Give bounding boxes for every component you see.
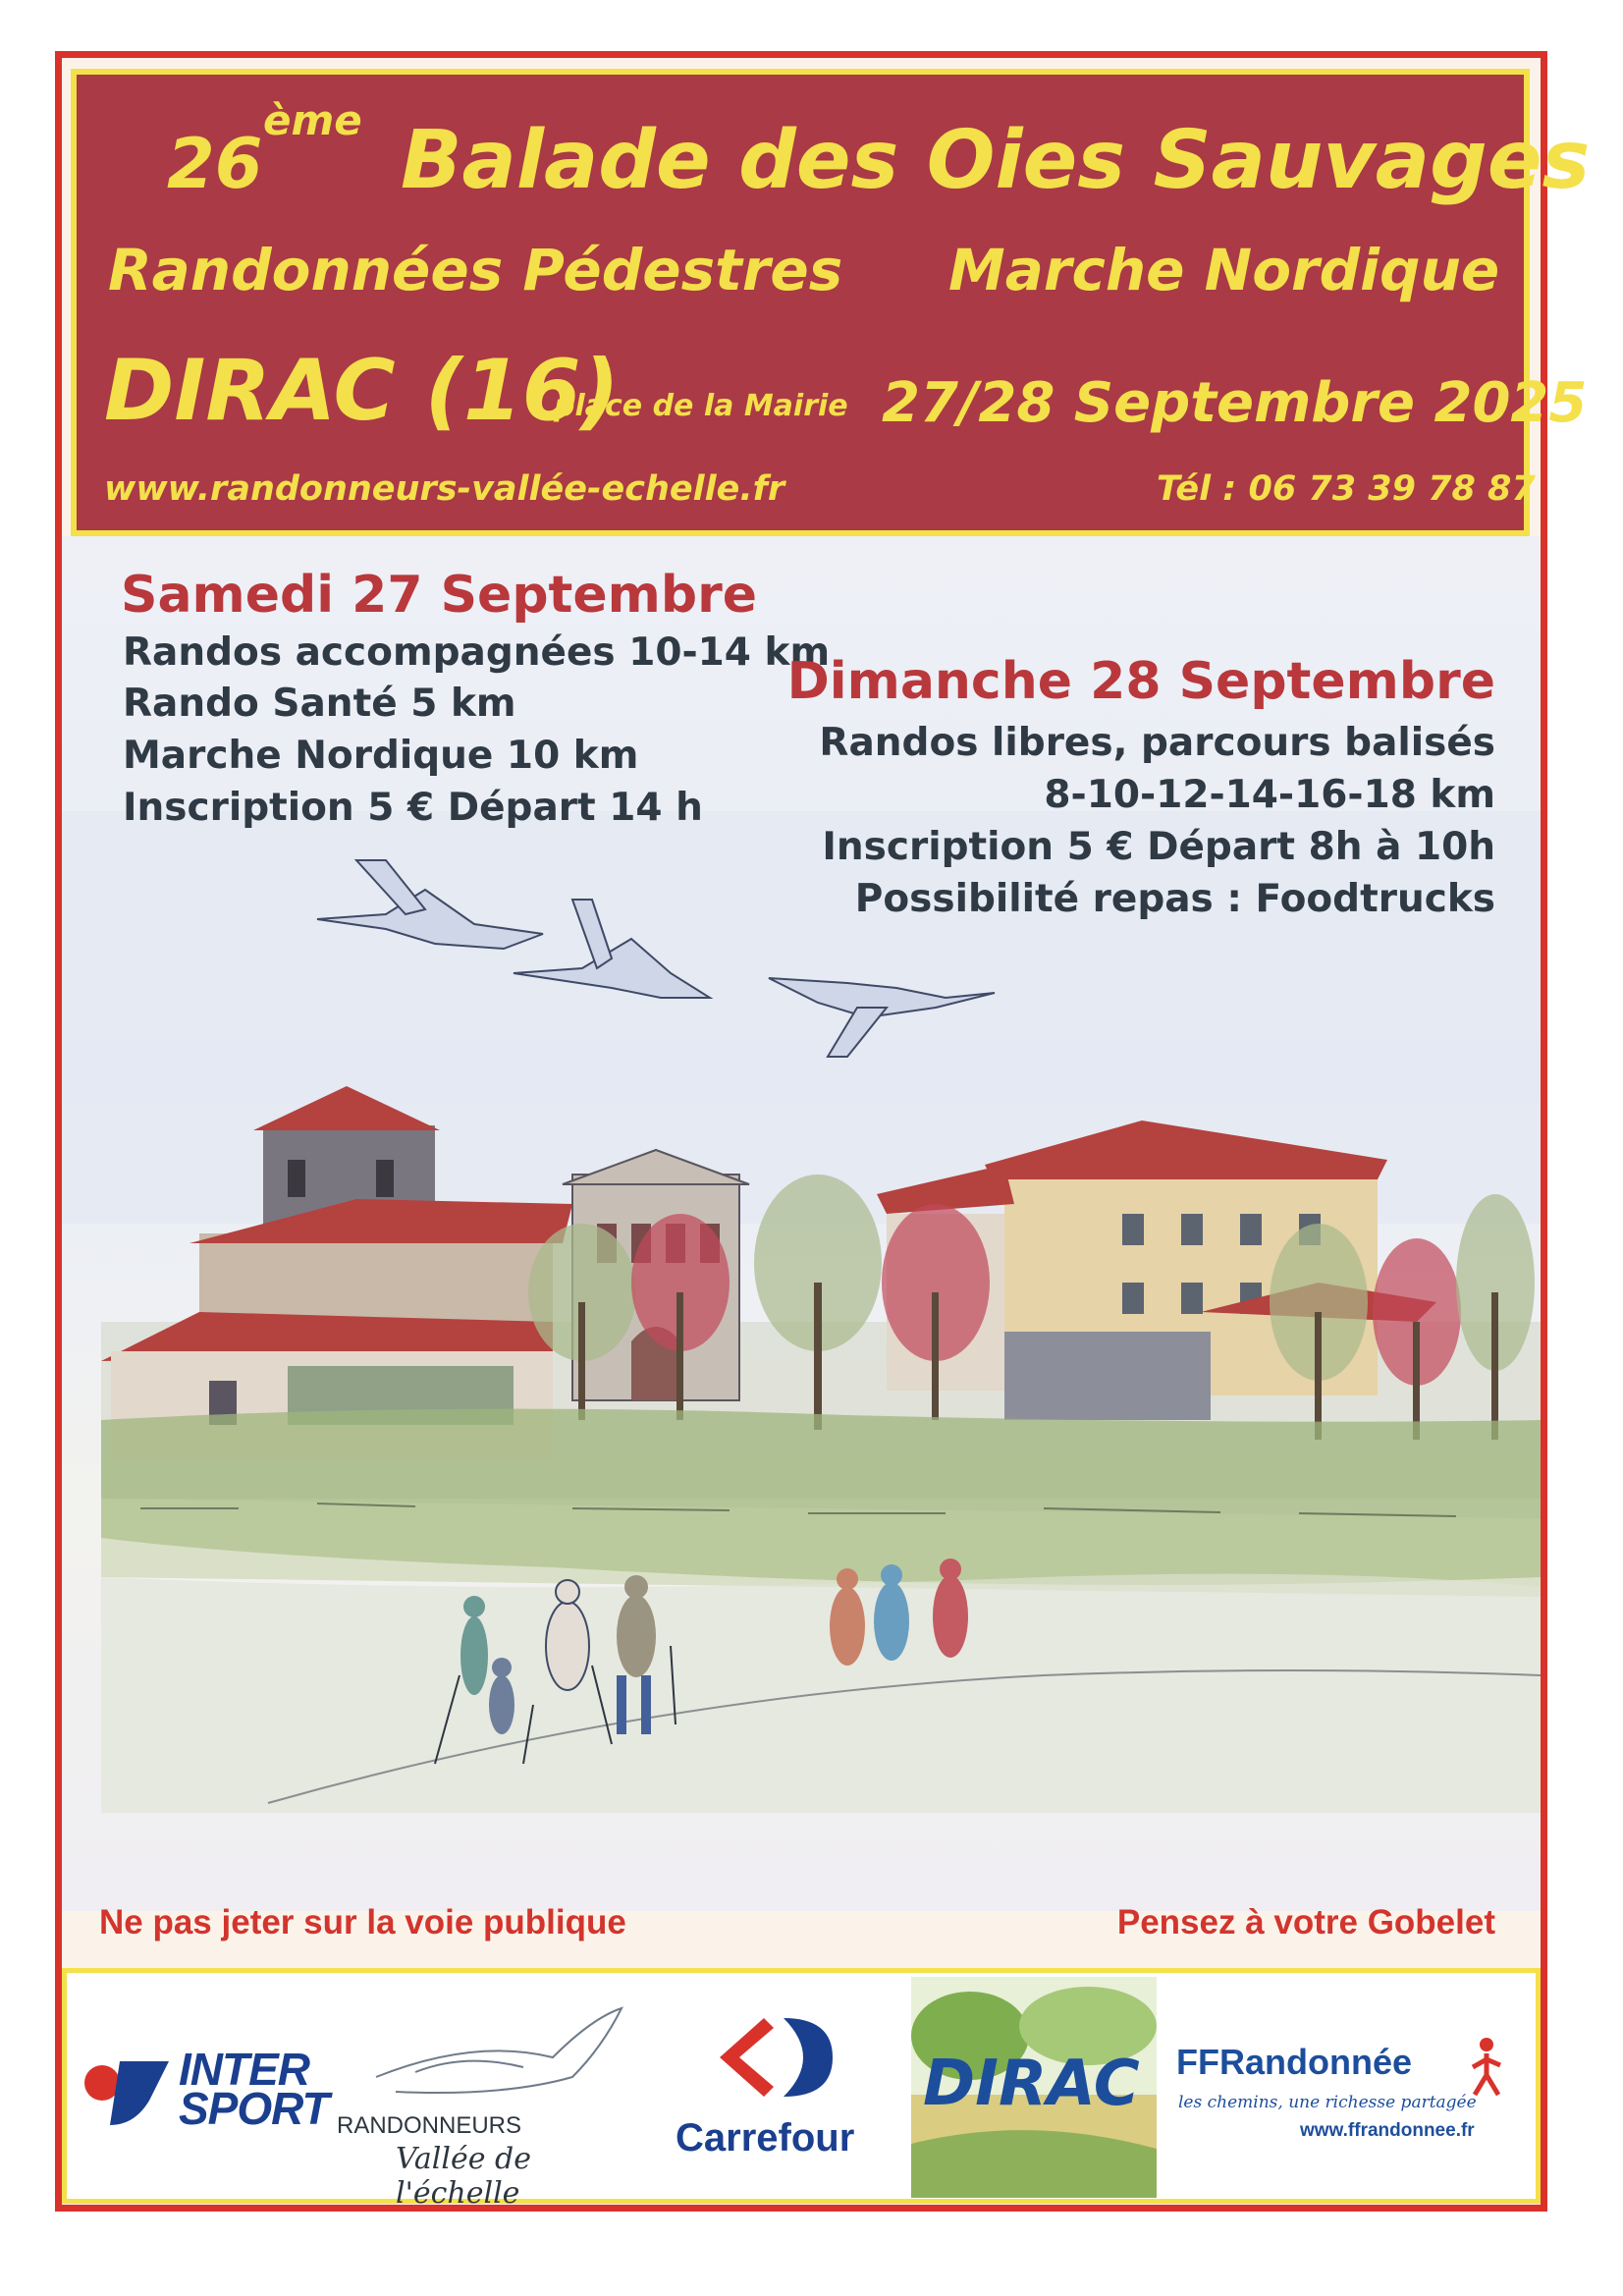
saturday-line: Randos accompagnées 10-14 km — [123, 630, 831, 675]
event-dates: 27/28 Septembre 2025 — [882, 371, 1588, 435]
bird-sketch-icon — [356, 1998, 631, 2106]
website-link[interactable]: www.randonneurs-vallée-echelle.fr — [104, 469, 785, 509]
carrefour-logo — [676, 2008, 872, 2185]
subtitle-hiking: Randonnées Pédestres — [108, 237, 843, 303]
intersport-swoosh-icon — [81, 2042, 169, 2130]
edition-suffix: ème — [263, 96, 362, 144]
event-place-detail: place de la Mairie — [554, 389, 848, 423]
litter-warning: Ne pas jeter sur la voie publique — [99, 1903, 626, 1941]
randonneurs-script: Vallée de l'échelle — [396, 2142, 531, 2211]
header-banner — [71, 69, 1591, 536]
randonneurs-name: RANDONNEURS — [337, 2112, 522, 2139]
ffrandonnee-logo — [1176, 2042, 1530, 2169]
sunday-line: Possibilité repas : Foodtrucks — [854, 877, 1495, 921]
sponsor-logos-bar — [62, 1968, 1541, 2211]
event-title: Balade des Oies Sauvages — [401, 114, 1591, 207]
dirac-commune-logo — [911, 1973, 1176, 2199]
ffrandonnee-url[interactable]: www.ffrandonnee.fr — [1300, 2120, 1475, 2141]
saturday-line: Rando Santé 5 km — [123, 682, 516, 726]
cup-reminder: Pensez à votre Gobelet — [1116, 1903, 1495, 1941]
ffrandonnee-tagline: les chemins, une richesse partagée — [1178, 2093, 1477, 2112]
watercolor-illustration-area — [62, 536, 1541, 1941]
saturday-line: Marche Nordique 10 km — [123, 734, 639, 778]
subtitle-nordic: Marche Nordique — [948, 237, 1500, 303]
carrefour-c-icon — [705, 2008, 842, 2106]
sunday-title: Dimanche 28 Septembre — [786, 652, 1495, 711]
saturday-title: Samedi 27 Septembre — [121, 566, 757, 625]
randonneurs-logo — [337, 1998, 661, 2211]
event-place: DIRAC (16) — [104, 342, 620, 440]
hiker-icon — [1463, 2036, 1510, 2099]
sunday-line: Inscription 5 € Départ 8h à 10h — [822, 825, 1495, 869]
intersport-line1: INTER — [179, 2044, 309, 2095]
phone-number: Tél : 06 73 39 78 87 — [1157, 469, 1536, 509]
dirac-name: DIRAC — [923, 2048, 1140, 2120]
carrefour-name: Carrefour — [676, 2116, 855, 2159]
saturday-line: Inscription 5 € Départ 14 h — [123, 786, 703, 830]
sunday-line: Randos libres, parcours balisés — [819, 721, 1495, 765]
intersport-line2: SPORT — [179, 2083, 329, 2134]
intersport-logo — [81, 2042, 329, 2140]
ffrandonnee-name: FFRandonnée — [1176, 2042, 1412, 2082]
sunday-line: 8-10-12-14-16-18 km — [1044, 773, 1495, 817]
edition-number: 26 — [167, 124, 263, 204]
